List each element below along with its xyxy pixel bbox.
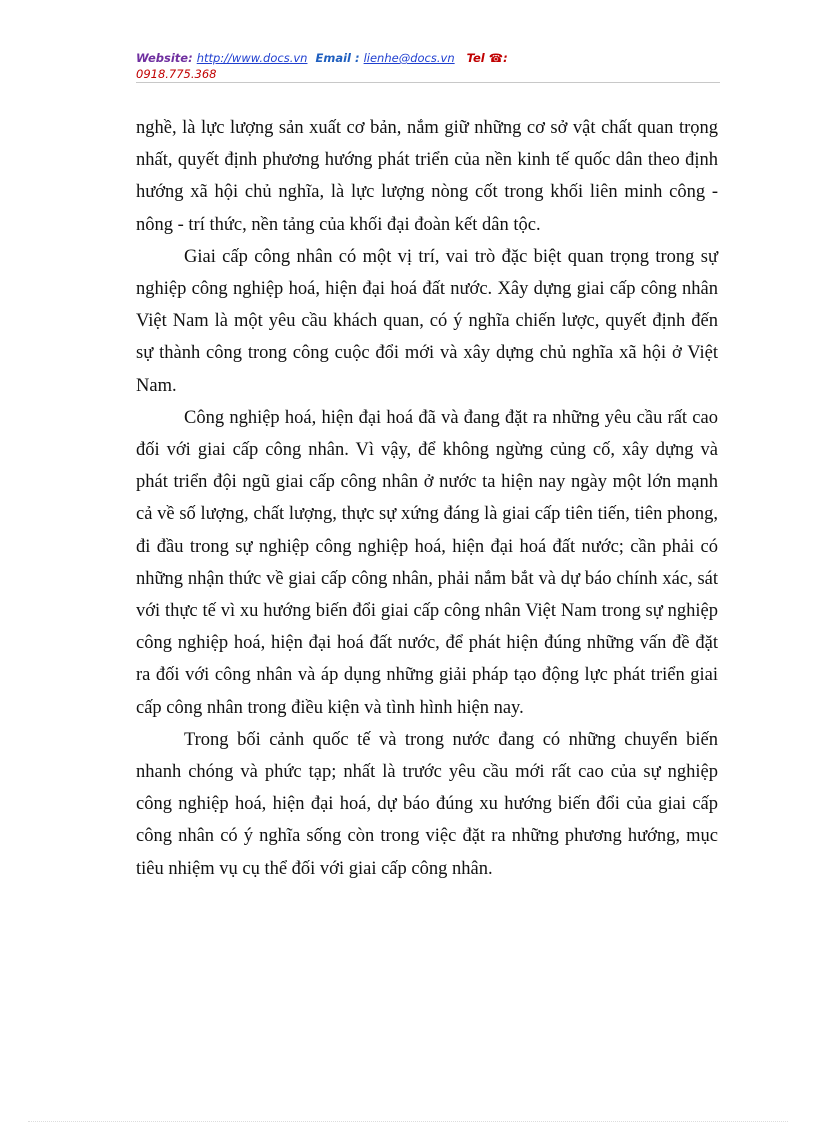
page-header bbox=[136, 50, 720, 82]
phone-number: 0918.775.368 bbox=[136, 67, 217, 81]
header-divider bbox=[136, 82, 720, 83]
website-link[interactable]: http://www.docs.vn bbox=[196, 51, 308, 65]
tel-label: Tel bbox=[466, 51, 485, 65]
tel-colon: : bbox=[503, 51, 508, 65]
paragraph: Công nghiệp hoá, hiện đại hoá đã và đang đặt ra những yêu cầu rất cao đối với giai cấp công nhân. Vì vậy, để không ngừng củng cố, xây dựng và phát triển đội ngũ giai cấp công nhân ở nước ta hiện nay ngày một lớn mạnh cả về số lượng, chất lượng, thực sự xứng đáng là giai cấp tiên tiến, tiên phong, đi đầu trong sự nghiệp công nghiệp hoá, hiện đại hoá đất nước; cần phải có những nhận thức về giai cấp công nhân, phải nắm bắt và dự báo chính xác, sát với thực tế vì xu hướng biến đổi giai cấp công nhân Việt Nam trong sự nghiệp công nghiệp hoá, hiện đại hoá đất nước, để phát hiện đúng những vấn đề đặt ra đối với công nhân và áp dụng những giải pháp tạo động lực phát triển giai cấp công nhân trong điều kiện và tình hình hiện nay. bbox=[136, 407, 718, 718]
document-body bbox=[136, 112, 718, 885]
phone-icon: ☎ bbox=[488, 51, 504, 65]
footer-divider bbox=[28, 1121, 788, 1122]
website-label: Website: bbox=[136, 51, 193, 65]
paragraph: Trong bối cảnh quốc tế và trong nước đang có những chuyển biến nhanh chóng và phức tạp; nhất là trước yêu cầu mới rất cao của sự nghiệp công nghiệp hoá, hiện đại hoá, dự báo đúng xu hướng biến đổi của giai cấp công nhân có ý nghĩa sống còn trong việc đặt ra những phương hướng, mục tiêu nhiệm vụ cụ thể đối với giai cấp công nhân. bbox=[136, 729, 718, 879]
email-link[interactable]: lienhe@docs.vn bbox=[363, 51, 455, 65]
email-label: Email : bbox=[315, 51, 360, 65]
paragraph: nghề, là lực lượng sản xuất cơ bản, nắm giữ những cơ sở vật chất quan trọng nhất, quyết định phương hướng phát triển của nền kinh tế quốc dân theo định hướng xã hội chủ nghĩa, là lực lượng nòng cốt trong khối liên minh công - nông - trí thức, nền tảng của khối đại đoàn kết dân tộc. bbox=[136, 118, 718, 235]
paragraph: Giai cấp công nhân có một vị trí, vai trò đặc biệt quan trọng trong sự nghiệp công nghiệp hoá, hiện đại hoá đất nước. Xây dựng giai cấp công nhân Việt Nam là một yêu cầu khách quan, có ý nghĩa chiến lược, quyết định đến sự thành công trong công cuộc đổi mới và xây dựng chủ nghĩa xã hội ở Việt Nam. bbox=[136, 246, 718, 396]
